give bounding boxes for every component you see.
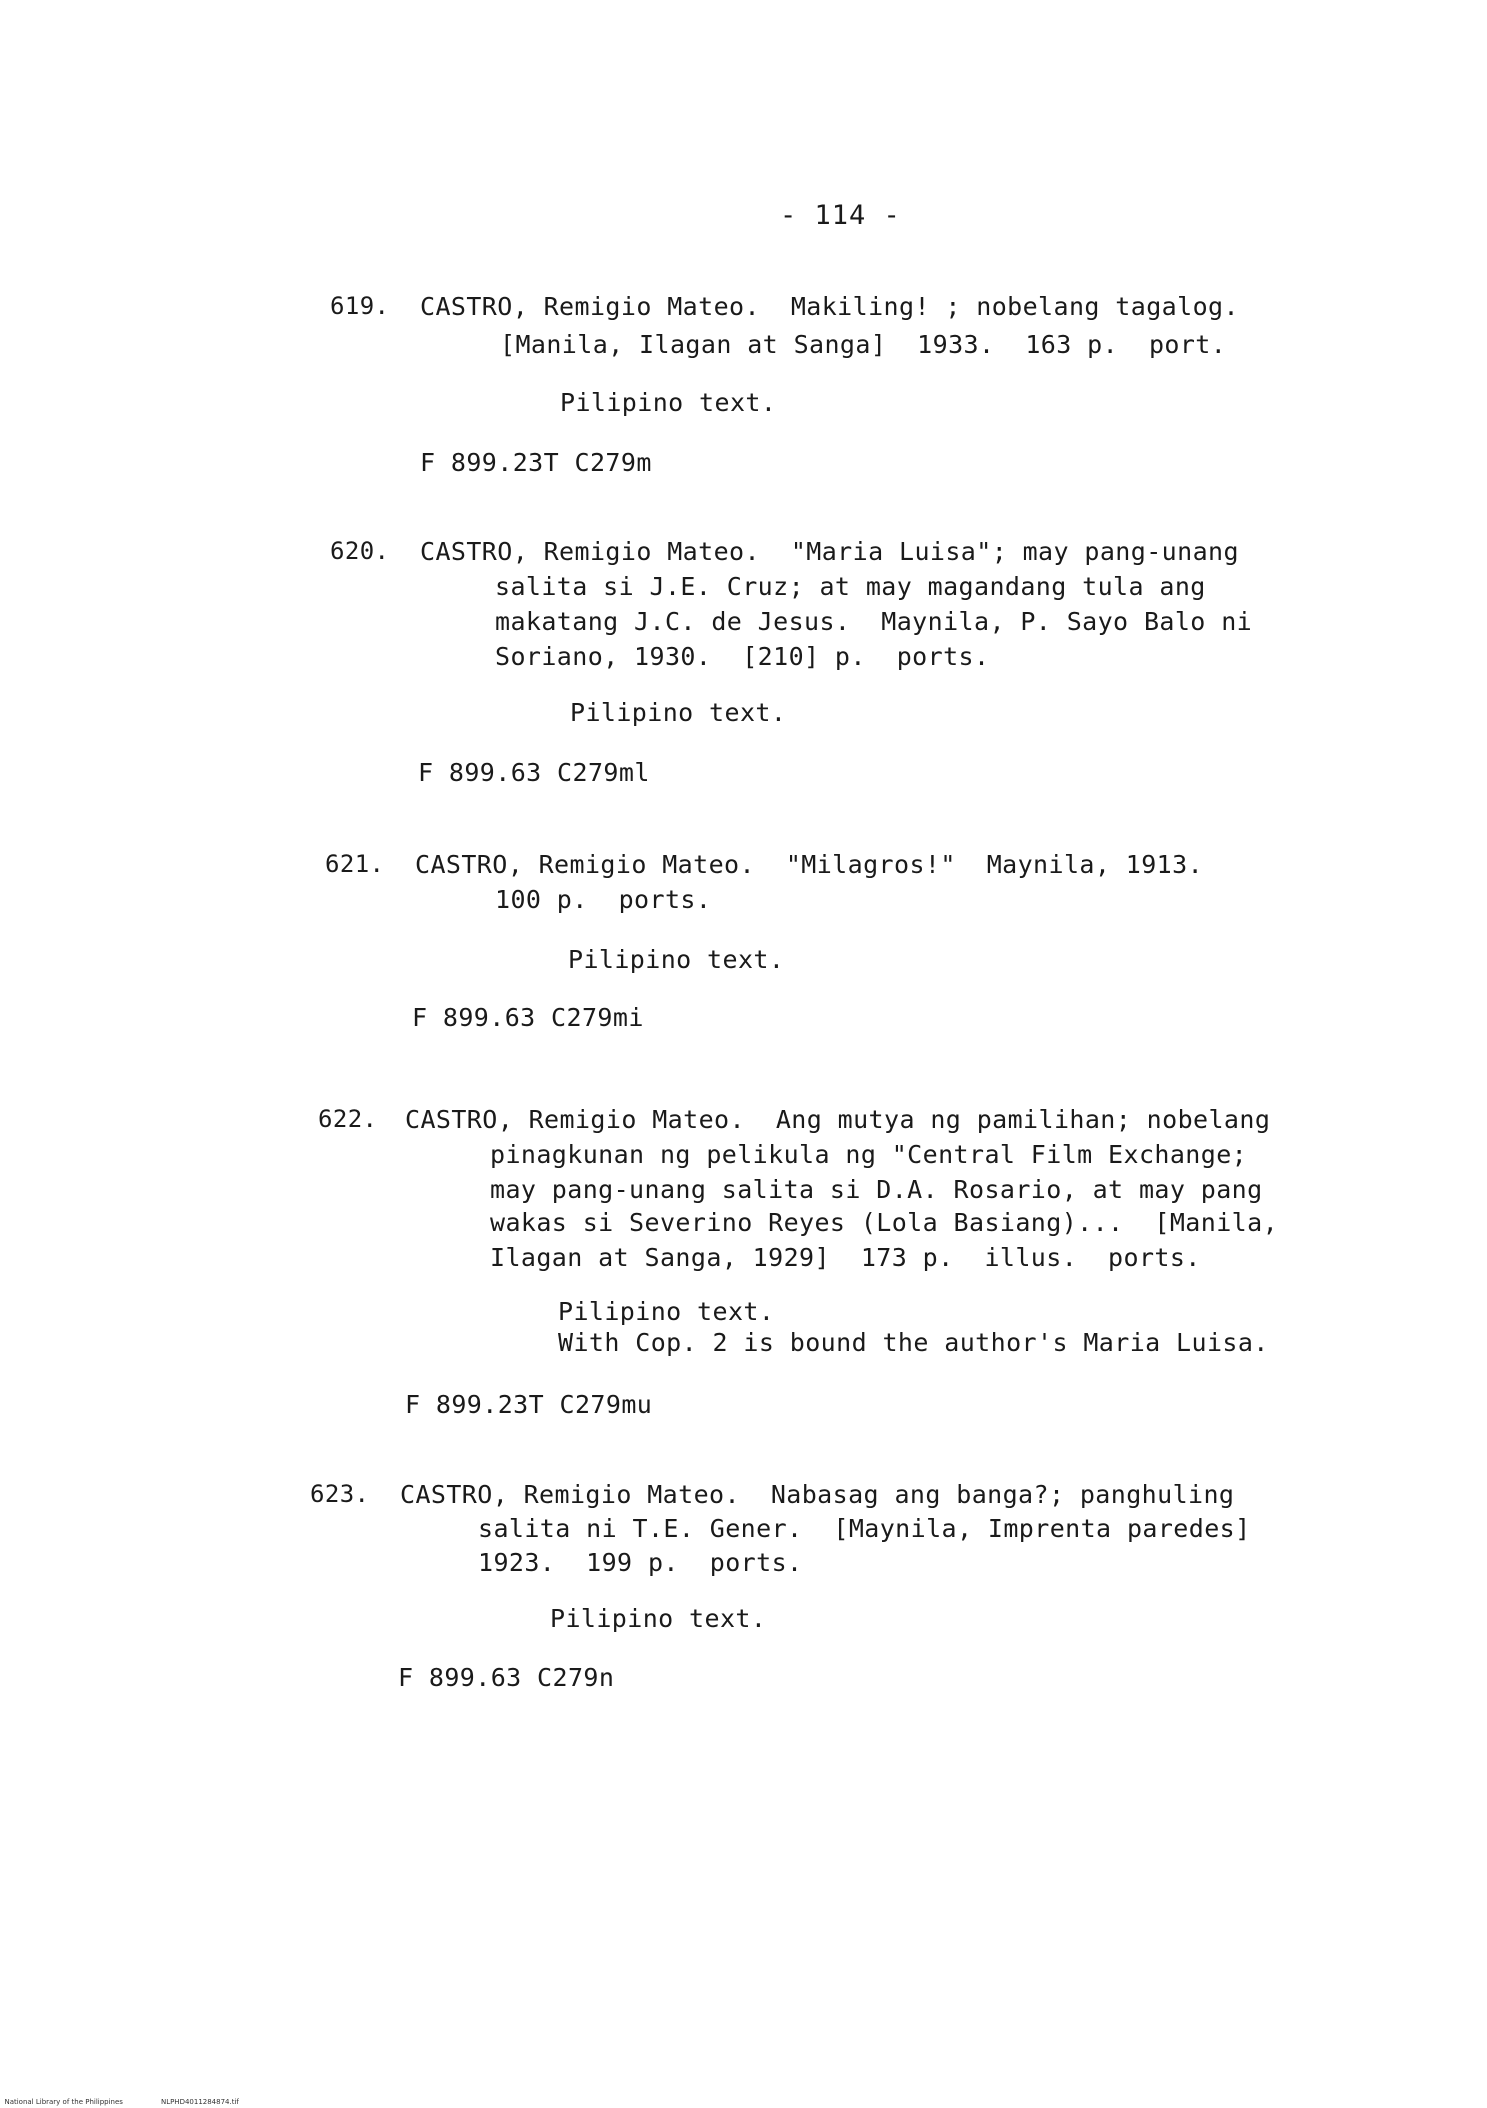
entry-note: Pilipino text. xyxy=(558,1297,775,1326)
entry-number: 620. xyxy=(330,537,390,565)
entry-note: Pilipino text. xyxy=(570,698,787,727)
entry-note: Pilipino text. xyxy=(568,945,785,974)
entry-line: salita si J.E. Cruz; at may magandang tula ang xyxy=(495,572,1206,601)
scan-footer xyxy=(0,2090,277,2106)
entry-line: may pang-unang salita si D.A. Rosario, at may pang xyxy=(490,1175,1263,1204)
entry-line: 100 p. ports. xyxy=(495,885,712,914)
call-number: F 899.63 C279mi xyxy=(412,1003,644,1032)
entry-line: Soriano, 1930. [210] p. ports. xyxy=(495,642,990,671)
entry-line: CASTRO, Remigio Mateo. "Maria Luisa"; may pang-unang xyxy=(420,537,1239,566)
call-number: F 899.23T C279mu xyxy=(405,1390,653,1419)
entry-number: 621. xyxy=(325,850,385,878)
entry-note: Pilipino text. xyxy=(560,388,777,417)
entry-line: Ilagan at Sanga, 1929] 173 p. illus. ports. xyxy=(490,1243,1201,1272)
entry-line: CASTRO, Remigio Mateo. "Milagros!" Maynila, 1913. xyxy=(415,850,1204,879)
entry-note: Pilipino text. xyxy=(550,1604,767,1633)
entry-line: makatang J.C. de Jesus. Maynila, P. Sayo Balo ni xyxy=(495,607,1253,636)
entry-line: CASTRO, Remigio Mateo. Ang mutya ng pamilihan; nobelang xyxy=(405,1105,1271,1134)
entry-number: 619. xyxy=(330,292,390,320)
page-number: - 114 - xyxy=(780,200,901,231)
entry-line: [Manila, Ilagan at Sanga] 1933. 163 p. port. xyxy=(500,330,1227,359)
call-number: F 899.63 C279n xyxy=(398,1663,615,1692)
footer-source: National Library of the Philippines xyxy=(4,2098,123,2106)
footer-file-id: NLPHD4011284874.tif xyxy=(160,2098,239,2106)
entry-line: 1923. 199 p. ports. xyxy=(478,1548,803,1577)
entry-line: wakas si Severino Reyes (Lola Basiang)... [Manila, xyxy=(490,1208,1279,1237)
call-number: F 899.63 C279ml xyxy=(418,758,650,787)
entry-note: With Cop. 2 is bound the author's Maria Luisa. xyxy=(558,1328,1269,1357)
entry-line: pinagkunan ng pelikula ng "Central Film Exchange; xyxy=(490,1140,1248,1169)
entry-number: 623. xyxy=(310,1480,370,1508)
entry-number: 622. xyxy=(318,1105,378,1133)
entry-line: CASTRO, Remigio Mateo. Makiling! ; nobelang tagalog. xyxy=(420,292,1239,321)
call-number: F 899.23T C279m xyxy=(420,448,652,477)
entry-line: CASTRO, Remigio Mateo. Nabasag ang banga?; panghuling xyxy=(400,1480,1235,1509)
entry-line: salita ni T.E. Gener. [Maynila, Imprenta paredes] xyxy=(478,1514,1251,1543)
